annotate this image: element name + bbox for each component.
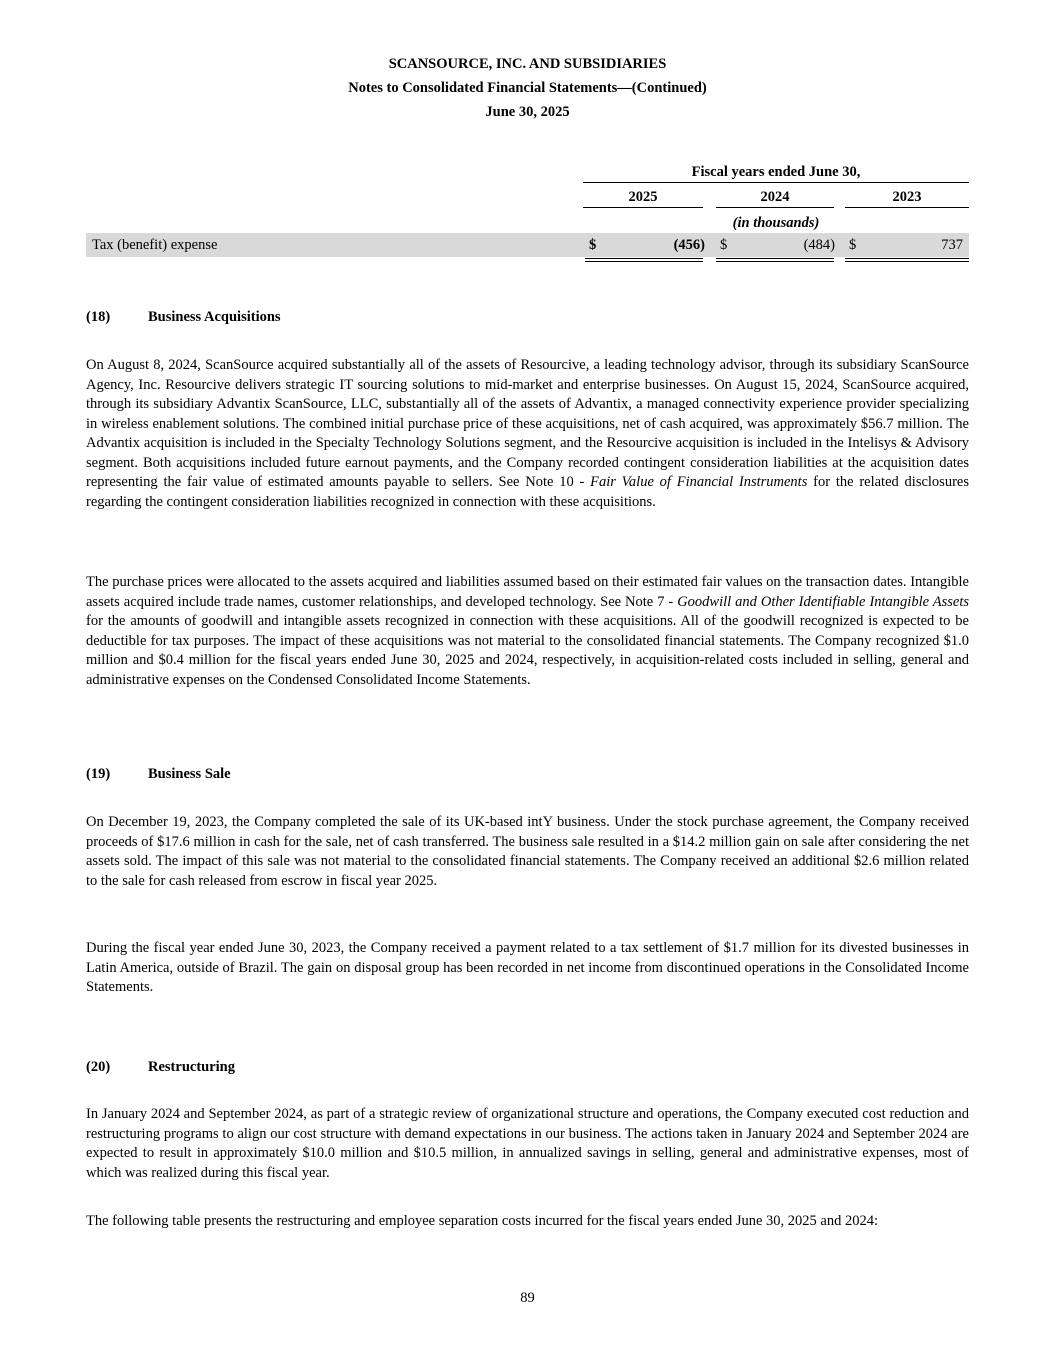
table-period-header: Fiscal years ended June 30, (691, 164, 861, 180)
year-header-2023: 2023 (892, 189, 922, 205)
section-number: (19) (86, 766, 111, 782)
text-run: The purchase prices were allocated to the assets acquired and liabilities assumed based on their estimated fair values on the transaction dates. Intangible assets acquired include trade names, customer relationships, and developed technology. See Note 7 - (86, 574, 969, 610)
section-heading-19 (86, 764, 231, 784)
page-number: 89 (520, 1290, 535, 1306)
section-title: Restructuring (148, 1059, 235, 1075)
currency-symbol: $ (589, 237, 597, 253)
section-heading-20 (86, 1057, 235, 1077)
company-name: SCANSOURCE, INC. AND SUBSIDIARIES (388, 56, 667, 72)
text-run: On August 8, 2024, ScanSource acquired substantially all of the assets of Resourcive, a leading technology advisor, through its subsidiary ScanSource Agency, Inc. Resourcive delivers strategic IT sourcing solutions to mid-market and enterprise businesses. On August 15, 2024, ScanSource acquired, through its subsidiary Advantix ScanSource, LLC, substantially all of the assets of Advantix, a managed connectivity experience provider specializing in wireless enablement solutions. The combined initial purchase price of these acquisitions, net of cash acquired, was approximately $56.7 million. The Advantix acquisition is included in the Specialty Technology Solutions segment, and the Resourcive acquisition is included in the Intelisys & Advisory segment. Both acquisitions included future earnout payments, and the Company recorded contingent consideration liabilities at the acquisition dates representing the fair value of estimated amounts payable to sellers. See Note 10 - (86, 357, 969, 490)
section-number: (20) (86, 1059, 111, 1075)
year-rule-2025 (583, 207, 703, 208)
paragraph-acquisitions-1 (86, 356, 969, 512)
table-row (86, 233, 969, 257)
statement-subtitle: Notes to Consolidated Financial Statements—(Continued) (348, 80, 707, 96)
double-underline (585, 258, 703, 262)
note-reference: Goodwill and Other Identifiable Intangible Assets (677, 593, 969, 610)
header-rule (583, 182, 969, 183)
value-2025: (456) (673, 237, 705, 253)
paragraph-sale-1: On December 19, 2023, the Company completed the sale of its UK-based intY business. Under the stock purchase agreement, the Company received proceeds of $17.6 million in cash for the sale, net of cash transferred. The business sale resulted in a $14.2 million gain on sale after considering the net assets sold. The impact of this sale was not material to the consolidated financial statements. The Company received an additional $2.6 million related to the sale for cash released from escrow in fiscal year 2025. (86, 814, 969, 889)
year-header-2024: 2024 (760, 189, 790, 205)
paragraph-restructuring-1: In January 2024 and September 2024, as part of a strategic review of organizational structure and operations, the Company executed cost reduction and restructuring programs to align our cost structure with demand expectations in our business. The actions taken in January 2024 and September 2024 are expected to result in approximately $10.0 million and $10.5 million, in annualized savings in selling, general and administrative expenses, most of which was realized during this fiscal year. (86, 1106, 969, 1181)
section-heading-18 (86, 307, 281, 327)
tax-expense-table (86, 160, 969, 270)
section-number: (18) (86, 309, 111, 325)
text-run: for the related disclosures regarding the contingent consideration liabilities recognized in connection with these acquisitions. (86, 474, 969, 510)
year-header-2025: 2025 (628, 189, 658, 205)
currency-symbol: $ (849, 237, 857, 253)
paragraph-acquisitions-2 (86, 573, 969, 690)
row-label: Tax (benefit) expense (92, 237, 218, 253)
units-label: (in thousands) (732, 215, 820, 231)
section-title: Business Acquisitions (148, 309, 281, 325)
year-rule-2024 (716, 207, 834, 208)
statement-date: June 30, 2025 (485, 104, 570, 120)
note-reference: Fair Value of Financial Instruments (590, 474, 808, 490)
double-underline (845, 258, 969, 262)
double-underline (716, 258, 834, 262)
paragraph-sale-2: During the fiscal year ended June 30, 2023, the Company received a payment related to a tax settlement of $1.7 million for its divested businesses in Latin America, outside of Brazil. The gain on disposal group has been recorded in net income from discontinued operations in the Consolidated Income Statements. (86, 940, 969, 995)
section-title: Business Sale (148, 766, 231, 782)
value-2023: 737 (941, 237, 963, 253)
text-run: for the amounts of goodwill and intangible assets recognized in connection with these acquisitions. All of the goodwill recognized is expected to be deductible for tax purposes. The impact of these acquisitions was not material to the consolidated financial statements. The Company recognized $1.0 million and $0.4 million for the fiscal years ended June 30, 2025 and 2024, respectively, in acquisition-related costs included in selling, general and administrative expenses on the Condensed Consolidated Income Statements. (86, 613, 969, 688)
page-header (0, 52, 1055, 124)
currency-symbol: $ (720, 237, 728, 253)
paragraph-restructuring-2: The following table presents the restructuring and employee separation costs incurred for the fiscal years ended June 30, 2025 and 2024: (86, 1213, 879, 1229)
year-rule-2023 (845, 207, 969, 208)
value-2024: (484) (803, 237, 835, 253)
